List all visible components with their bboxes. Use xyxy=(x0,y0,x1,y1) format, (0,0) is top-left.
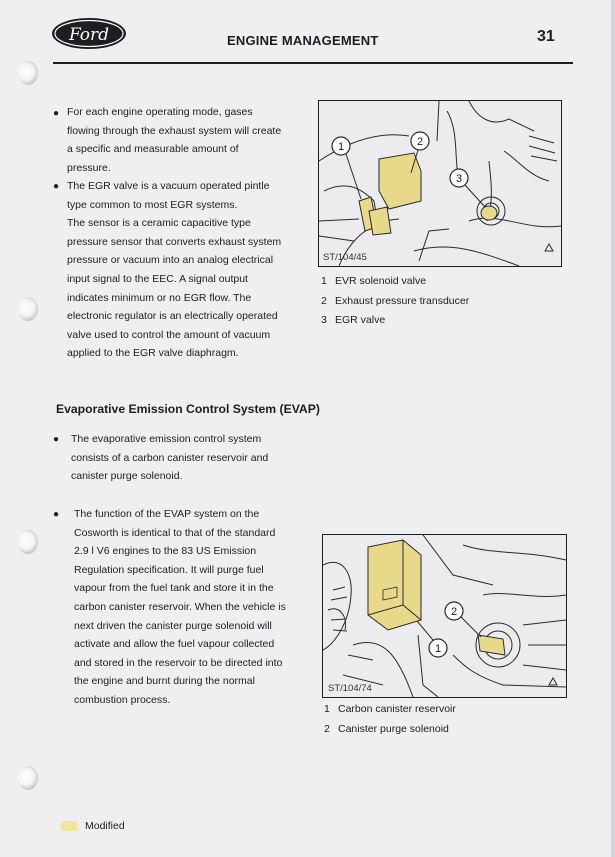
binder-hole xyxy=(18,297,38,321)
bullet-paragraph xyxy=(67,177,281,363)
callout-1: 1 xyxy=(337,141,345,153)
bullet-marker: ● xyxy=(53,181,60,192)
callout-2: 2 xyxy=(450,606,458,618)
text-line: vapour from the fuel tank and store it in the xyxy=(74,582,274,595)
text-line: The sensor is a ceramic capacitive type xyxy=(67,217,251,230)
header-rule xyxy=(53,62,573,64)
text-line: pressure sensor that converts exhaust system xyxy=(67,235,282,248)
text-line: Cosworth is identical to that of the standard xyxy=(74,526,276,539)
text-line: input signal to the EEC. A signal output xyxy=(67,272,248,285)
callout-2: 2 xyxy=(416,136,424,148)
text-line: type common to most EGR systems. xyxy=(67,198,238,211)
figure-egr-components xyxy=(318,100,562,267)
legend-item: 2 Exhaust pressure transducer xyxy=(321,294,470,307)
text-line: and stored in the reservoir to be directed into xyxy=(74,656,283,669)
text-line: pressure. xyxy=(67,161,111,174)
text-line: The function of the EVAP system on the xyxy=(74,508,260,520)
callout-1: 1 xyxy=(434,643,442,655)
text-line: The EGR valve is a vacuum operated pintle xyxy=(67,180,270,192)
legend-item: 1 EVR solenoid valve xyxy=(321,275,427,287)
text-line: pressure or vacuum into an analog electrical xyxy=(67,254,274,267)
figure-legend xyxy=(321,272,469,331)
text-line: canister purge solenoid. xyxy=(71,470,183,483)
text-line: a specific and measurable amount of xyxy=(67,143,239,156)
bullet-paragraph xyxy=(74,505,286,710)
modified-swatch xyxy=(61,821,77,831)
text-line: carbon canister reservoir. When the vehicle is xyxy=(74,600,286,613)
bullet-paragraph xyxy=(71,430,268,486)
text-line: the engine and burnt during the normal xyxy=(74,675,255,688)
callout-3: 3 xyxy=(455,173,463,185)
text-line: combustion process. xyxy=(74,693,171,706)
binder-hole xyxy=(18,61,38,85)
text-line: applied to the EGR valve diaphragm. xyxy=(67,347,239,360)
text-line: 2.9 l V6 engines to the 83 US Emission xyxy=(74,545,257,558)
bullet-marker: ● xyxy=(53,434,60,445)
bullet-marker: ● xyxy=(53,108,60,119)
bullet-paragraph xyxy=(67,103,281,177)
page-header-title: ENGINE MANAGEMENT xyxy=(227,33,379,48)
text-line: flowing through the exhaust system will create xyxy=(67,124,282,137)
binder-hole xyxy=(18,530,38,554)
figure-id: ST/104/45 xyxy=(323,252,367,263)
page-edge xyxy=(611,0,615,857)
figure-legend xyxy=(324,700,456,739)
footer-modified-label: Modified xyxy=(85,820,125,832)
text-line: electronic regulator is an electrically operated xyxy=(67,310,278,323)
page-number: 31 xyxy=(537,28,555,45)
binder-hole xyxy=(18,766,38,790)
bullet-marker: ● xyxy=(53,509,60,520)
section-title: Evaporative Emission Control System (EVAP) xyxy=(56,402,320,416)
text-line: consists of a carbon canister reservoir and xyxy=(71,451,269,464)
ford-logo xyxy=(51,17,127,50)
text-line: indicates minimum or no EGR flow. The xyxy=(67,291,252,304)
legend-item: 1 Carbon canister reservoir xyxy=(324,703,456,715)
text-line: next driven the canister purge solenoid will xyxy=(74,619,272,632)
figure-evap-components xyxy=(322,534,567,698)
text-line: For each engine operating mode, gases xyxy=(67,106,253,118)
legend-item: 3 EGR valve xyxy=(321,314,386,326)
text-line: Regulation specification. It will purge fuel xyxy=(74,563,264,576)
legend-item: 2 Canister purge solenoid xyxy=(324,722,449,735)
figure-id: ST/104/74 xyxy=(328,683,372,694)
text-line: The evaporative emission control system xyxy=(71,433,262,445)
text-line: valve used to control the amount of vacuum xyxy=(67,328,271,341)
text-line: activate and allow the fuel vapour collected xyxy=(74,638,275,651)
logo-text: Ford xyxy=(68,25,110,45)
